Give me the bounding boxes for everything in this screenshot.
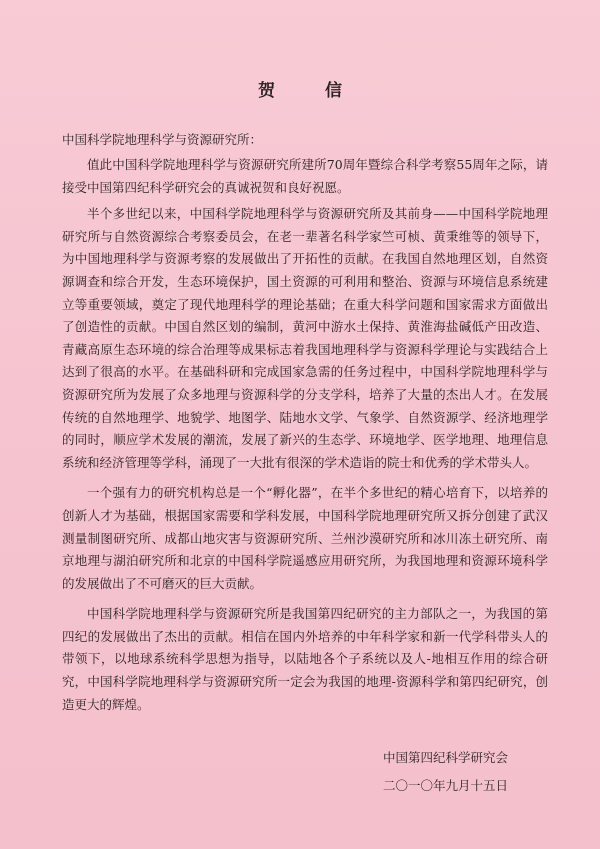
signatory-name: 中国第四纪科学研究会 bbox=[382, 750, 508, 765]
letter-title: 贺 信 bbox=[258, 81, 364, 101]
paragraph-history: 半个多世纪以来，中国科学院地理科学与资源研究所及其前身——中国科学院地理研究所与自然资源综合考察委员会，在老一辈著名科学家竺可桢、黄秉维等的领导下，为中国地理科学与资源考察的发展做出了开拓性的贡献。在我国自然地理区划，自然资源调查和综合开发，生态环境保护，国土资源的可利用和整治、资源与环境信息系统建立等重要领域，奠定了现代地理科学的理论基础；在重大科学问题和国家需求方面做出了创造性的贡献。中国自然区划的编制，黄河中游水土保持、黄淮海盐碱低产田改造、青藏高原生态环境的综合治理等成果标志着我国地理科学与资源科学理论与实践结合上达到了很高的水平。在基础科研和完成国家急需的任务过程中，中国科学院地理科学与资源研究所为发展了众多地理与资源科学的分支学科，培养了大量的杰出人才。在发展传统的自然地理学、地貌学、地图学、陆地水文学、气象学、自然资源学、经济地理学的同时，顺应学术发展的潮流，发展了新兴的生态学、环境地学、医学地理、地理信息系统和经济管理等学科，涌现了一大批有很深的学术造诣的院士和优秀的学术带头人。 bbox=[62, 206, 548, 470]
paragraph-incubator: 一个强有力的研究机构总是一个“孵化器”，在半个多世纪的精心培育下，以培养的创新人才为基础，根据国家需要和学科发展，中国科学院地理研究所又拆分创建了武汉测量制图研究所、成都山地灾害与资源研究所、兰州沙漠研究所和冰川冻土研究所、南京地理与湖泊研究所和北京的中国科学院遥感应用研究所，为我国地理和资源环境科学的发展做出了不可磨灭的巨大贡献。 bbox=[62, 485, 548, 591]
letter-date: 二〇一〇年九月十五日 bbox=[382, 778, 508, 793]
letter-signature bbox=[383, 744, 508, 800]
paragraph-future: 中国科学院地理科学与资源研究所是我国第四纪研究的主力部队之一，为我国的第四纪的发展做出了杰出的贡献。相信在国内外培养的中年科学家和新一代学科带头人的带领下，以地球系统科学思想为指导，以陆地各个子系统以及人-地相互作用的综合研究，中国科学院地理科学与资源研究所一定会为我国的地理-资源科学和第四纪研究，创造更大的辉煌。 bbox=[62, 606, 548, 712]
paragraph-congratulation: 值此中国科学院地理科学与资源研究所建所70周年暨综合科学考察55周年之际，请接受中国第四纪科学研究会的真诚祝贺和良好祝愿。 bbox=[62, 157, 548, 195]
letter-salutation: 中国科学院地理科学与资源研究所： bbox=[62, 132, 263, 147]
letter-body bbox=[62, 154, 548, 720]
